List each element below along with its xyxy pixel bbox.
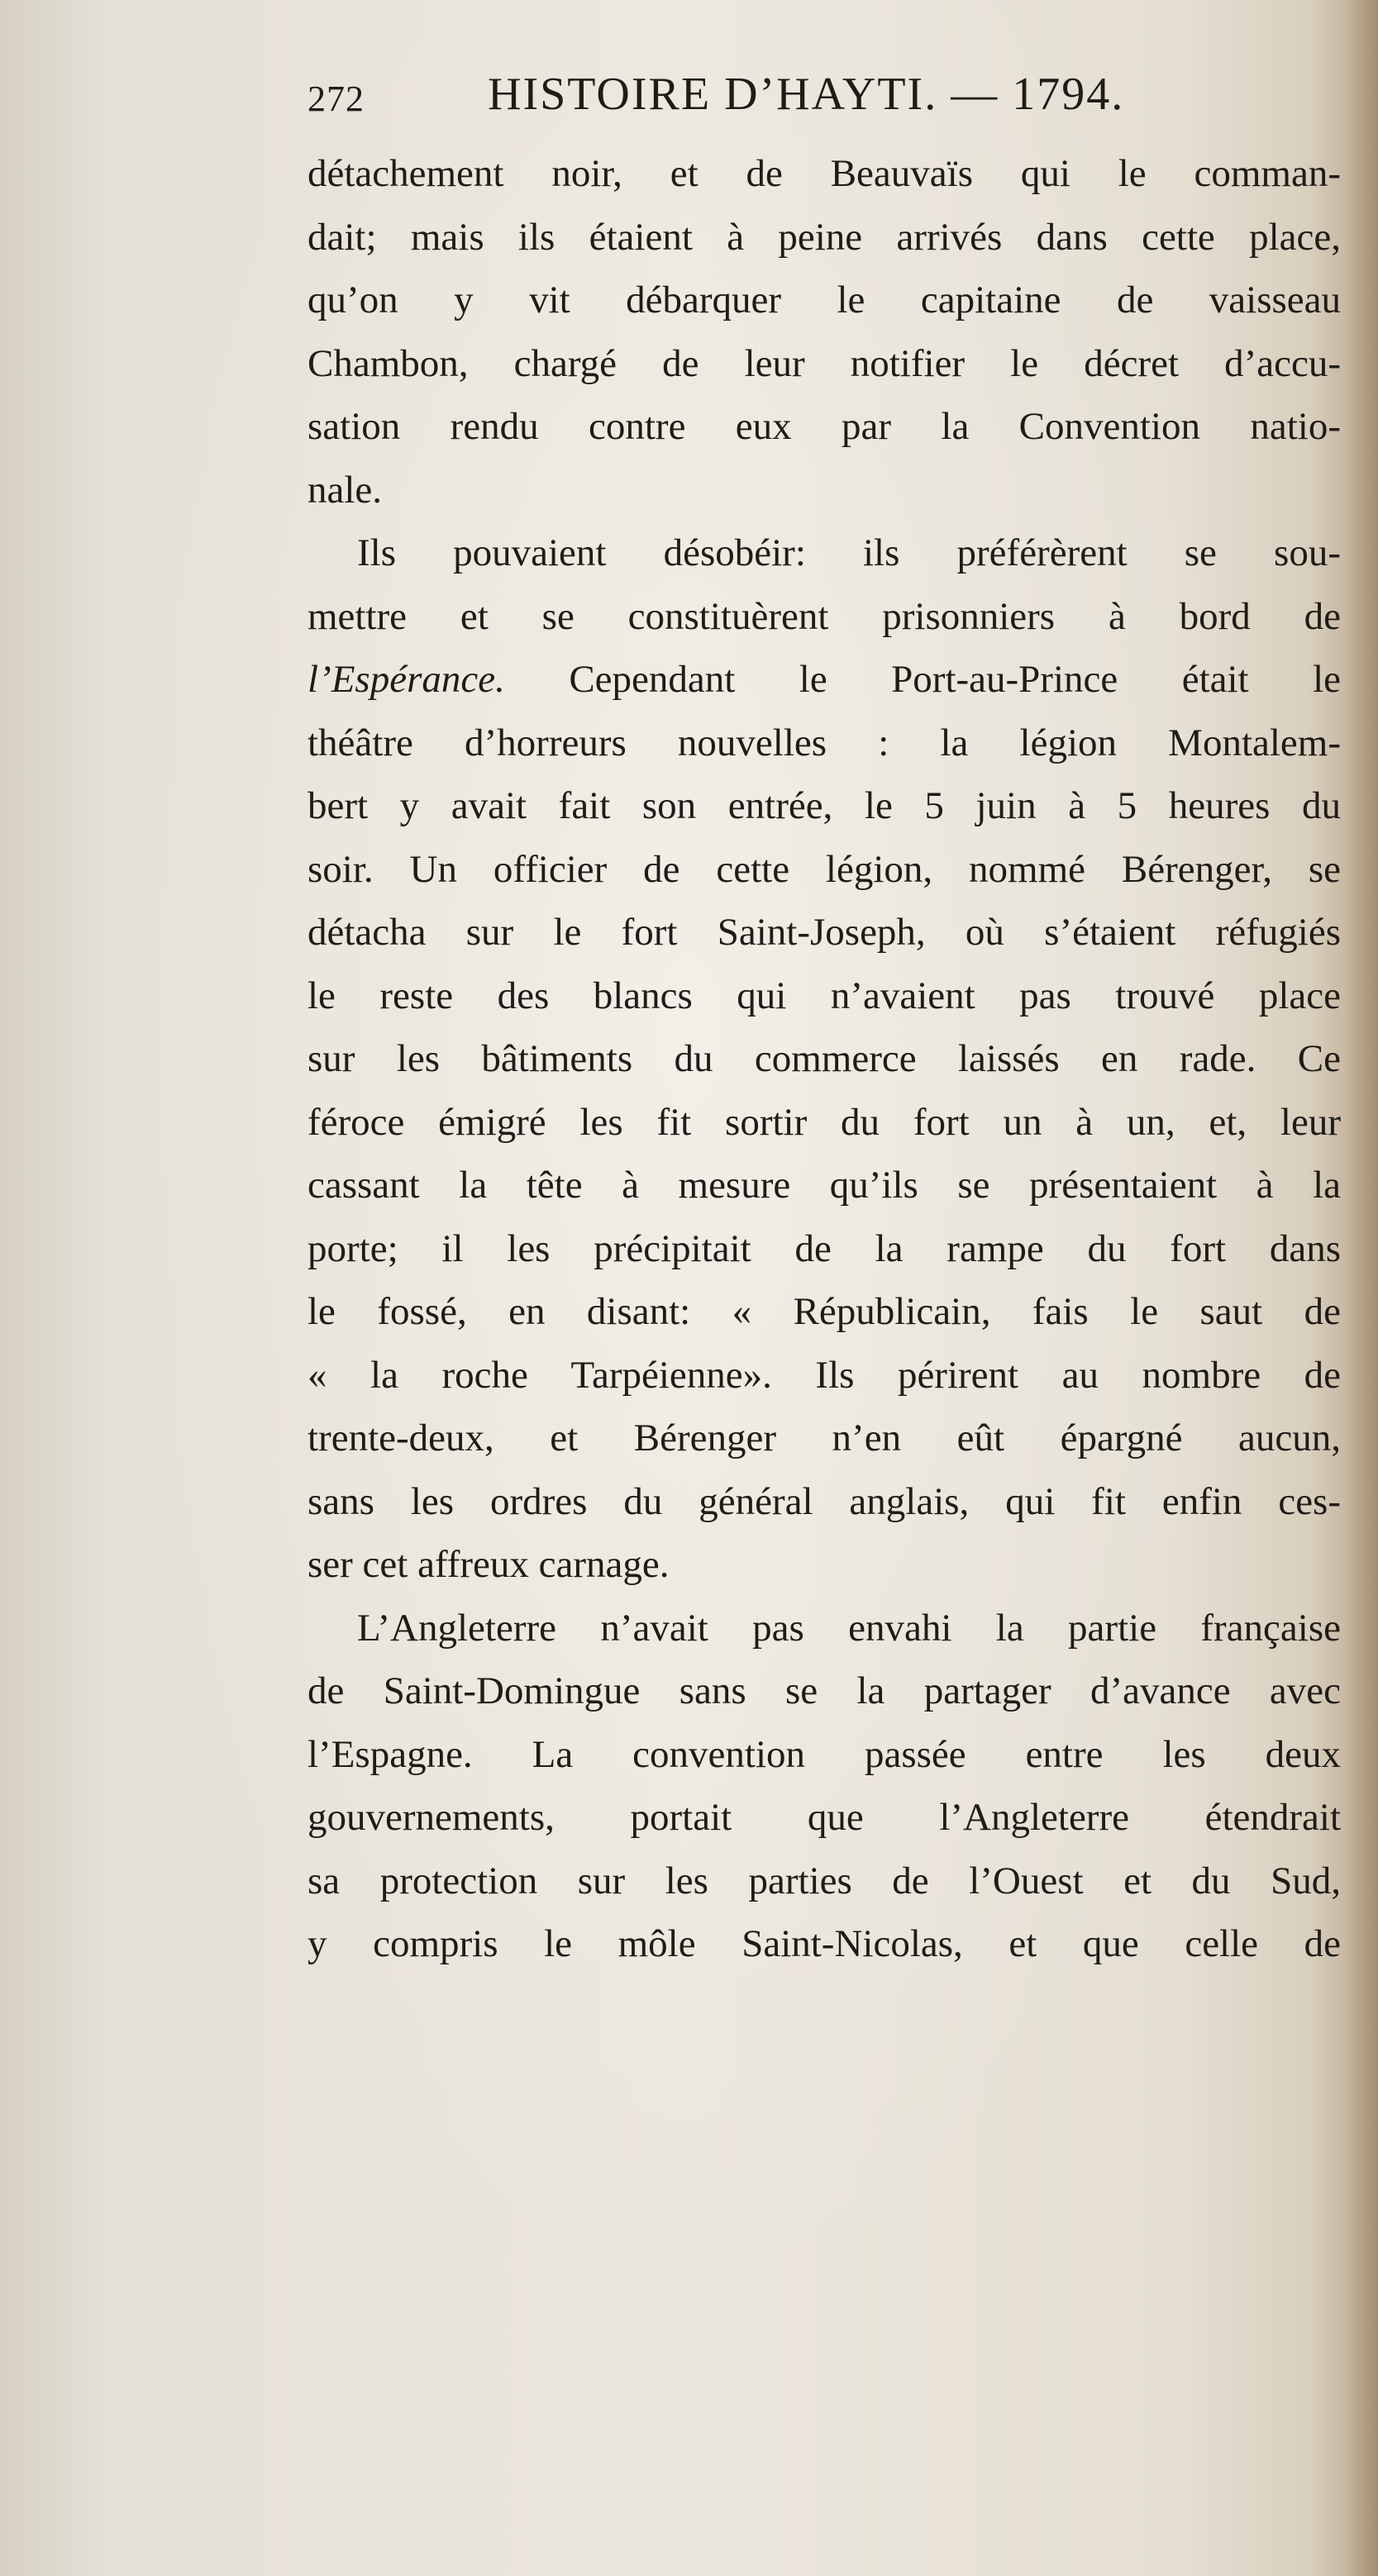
text-line: porte; il les précipitait de la rampe du fort dans xyxy=(308,1226,1341,1270)
text-line: trente-deux, et Bérenger n’en eût épargné aucun, xyxy=(308,1417,1341,1459)
page-header xyxy=(308,68,1217,126)
text-line: bert y avait fait son entrée, le 5 juin à 5 heures du xyxy=(308,784,1341,827)
text-line: le reste des blancs qui n’avaient pas trouvé place xyxy=(308,974,1341,1017)
text-line: dait; mais ils étaient à peine arrivés dans cette place, xyxy=(308,215,1341,259)
text-line: y compris le môle Saint-Nicolas, et que celle de xyxy=(308,1922,1341,1965)
page-number: 272 xyxy=(308,79,365,119)
text-line: qu’on y vit débarquer le capitaine de vaisseau xyxy=(308,279,1341,321)
text-line: sans les ordres du général anglais, qui fit enfin ces- xyxy=(308,1479,1341,1523)
italic-ship-name: l’Espérance. xyxy=(308,658,505,701)
text-line: mettre et se constituèrent prisonniers à bord de xyxy=(308,594,1341,638)
text-fragment: Cependant le Port-au-Prince était le xyxy=(569,658,1341,701)
text-line: ser cet affreux carnage. xyxy=(308,1543,670,1586)
text-line: Chambon, chargé de leur notifier le décret d’accu- xyxy=(308,341,1341,385)
text-line: soir. Un officier de cette légion, nommé Bérenger, se xyxy=(308,847,1341,891)
text-line: Ils pouvaient désobéir: ils préférèrent se sou- xyxy=(357,531,1341,574)
text-line: l’Espagne. La convention passée entre les deux xyxy=(308,1732,1341,1776)
running-head: HISTOIRE D’HAYTI. — 1794. xyxy=(488,69,1125,120)
text-line: gouvernements, portait que l’Angleterre étendrait xyxy=(308,1796,1341,1839)
text-line: L’Angleterre n’avait pas envahi la partie française xyxy=(357,1606,1341,1650)
text-line: sur les bâtiments du commerce laissés en rade. Ce xyxy=(308,1037,1341,1080)
text-line-with-italic xyxy=(308,648,1341,712)
body-text xyxy=(308,142,1341,1976)
text-line: détachement noir, et de Beauvaïs qui le comman- xyxy=(308,152,1341,195)
text-line: détacha sur le fort Saint-Joseph, où s’étaient réfugiés xyxy=(308,911,1341,954)
text-line: de Saint-Domingue sans se la partager d’avance avec xyxy=(308,1669,1341,1712)
text-line: théâtre d’horreurs nouvelles : la légion Montalem- xyxy=(308,721,1341,764)
text-line: cassant la tête à mesure qu’ils se présentaient à la xyxy=(308,1164,1341,1207)
text-line: nale. xyxy=(308,468,383,512)
text-line: féroce émigré les fit sortir du fort un à un, et, leur xyxy=(308,1100,1341,1144)
text-line: le fossé, en disant: « Républicain, fais le saut de xyxy=(308,1290,1341,1333)
text-line: sa protection sur les parties de l’Ouest et du Sud, xyxy=(308,1859,1341,1902)
text-line: « la roche Tarpéienne». Ils périrent au nombre de xyxy=(308,1353,1341,1397)
text-line: sation rendu contre eux par la Convention natio- xyxy=(308,405,1341,448)
